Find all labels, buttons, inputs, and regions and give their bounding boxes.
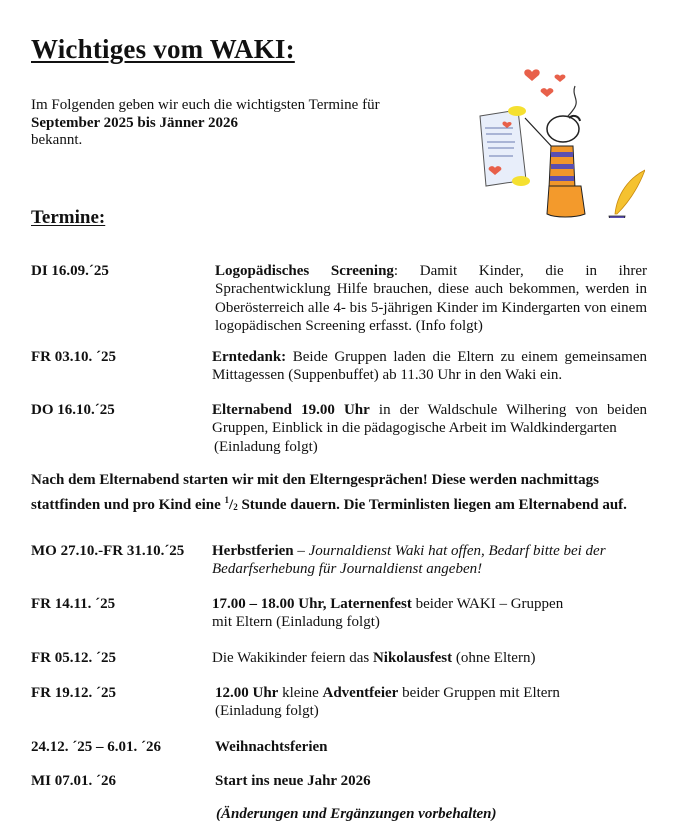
event-text: kleine <box>278 685 323 701</box>
page-title: Wichtiges vom WAKI: <box>31 34 295 64</box>
event-date: MI 07.01. ´26 <box>31 773 116 789</box>
event-description <box>215 738 647 756</box>
intro-suffix: bekannt. <box>31 132 83 148</box>
fraction-separator: / <box>229 497 234 513</box>
cartoon-figure-reading-scroll-icon <box>455 28 645 218</box>
event-text-2: mit Eltern (Einladung folgt) <box>212 614 380 631</box>
fraction-numerator: 1 <box>224 495 230 505</box>
hearts-icon <box>524 69 565 97</box>
intro-paragraph <box>31 97 391 150</box>
event-title: Start ins neue Jahr 2026 <box>215 773 371 789</box>
event-date: 24.12. ´25 – 6.01. ´26 <box>31 739 161 755</box>
event-description <box>212 348 647 385</box>
intro-period: September 2025 bis Jänner 2026 <box>31 114 238 131</box>
event-text-2: (Einladung folgt) <box>214 438 318 455</box>
termine-heading: Termine: <box>31 207 106 228</box>
event-text-2: (Einladung folgt) <box>215 703 319 720</box>
event-title: 17.00 – 18.00 Uhr, Laternenfest <box>212 596 412 612</box>
striped-shirt-icon <box>549 146 575 188</box>
disclaimer: (Änderungen und Ergänzungen vorbehalten) <box>216 806 497 822</box>
event-title: Logopädisches Screening <box>215 263 394 279</box>
event-title: Erntedank: <box>212 349 287 365</box>
note-line-2-post: Stunde dauern. Die Terminlisten liegen am Elternabend auf. <box>237 497 627 513</box>
event-text: beider WAKI – Gruppen <box>411 596 564 612</box>
elterngespraeche-note <box>31 470 651 517</box>
event-date: FR 03.10. ´25 <box>31 349 116 365</box>
event-date: MO 27.10.-FR 31.10.´25 <box>31 543 185 559</box>
event-date: FR 05.12. ´25 <box>31 650 116 666</box>
event-pre-text: Die Wakikinder feiern das <box>212 650 373 666</box>
scroll-icon <box>480 106 530 186</box>
event-time: 12.00 Uhr <box>215 685 279 701</box>
event-title: Herbstferien <box>212 543 294 559</box>
event-description <box>215 684 647 721</box>
event-description <box>212 595 647 632</box>
event-text-3: beider Gruppen mit Eltern <box>398 685 560 701</box>
note-line-1: Nach dem Elternabend starten wir mit den Elterngesprächen! Diese werden nachmittags <box>31 472 600 488</box>
event-date: DO 16.10.´25 <box>31 402 115 418</box>
event-description <box>212 542 647 579</box>
event-date: FR 19.12. ´25 <box>31 685 116 701</box>
event-italic-text: Journaldienst Waki hat offen, Bedarf bitte bei der Bedarfserhebung für Journaldienst angeben! <box>212 543 606 578</box>
event-description <box>215 262 647 335</box>
event-title: Elternabend 19.00 Uhr <box>212 402 370 418</box>
event-description <box>212 649 647 667</box>
event-description <box>215 772 647 790</box>
event-description <box>212 401 647 456</box>
fraction-denominator: 2 <box>233 502 238 512</box>
event-text: – <box>293 543 309 559</box>
intro-text: Im Folgenden geben wir euch die wichtigsten Termine für <box>31 97 380 113</box>
event-text: (ohne Eltern) <box>452 650 536 666</box>
event-title: Nikolausfest <box>372 650 453 666</box>
event-title: Adventfeier <box>322 685 399 701</box>
event-date: DI 16.09.´25 <box>31 263 109 279</box>
quill-inkpot-icon <box>609 170 645 218</box>
note-line-2-pre: stattfinden und pro Kind eine <box>31 497 225 513</box>
event-title: Weihnachtsferien <box>215 739 328 755</box>
event-text: in der Waldschule Wilhering von beiden Gruppen, Einblick in die pädagogische Arbeit im Waldkindergarten <box>212 402 648 437</box>
event-text: Beide Gruppen laden die Eltern zu einem gemeinsamen Mittagessen (Suppenbuffet) ab 11.30 Uhr in den Waki ein. <box>212 349 647 384</box>
event-date: FR 14.11. ´25 <box>31 596 116 612</box>
event-text: : Damit Kinder, die in ihrer Sprachentwicklung Hilfe brauchen, diese auch bekommen, werden in Oberösterreich alle 4- bis 5-jährigen Kinder im Kindergarten von einem logopädischen Screening erfasst. (Info folgt) <box>215 263 647 334</box>
